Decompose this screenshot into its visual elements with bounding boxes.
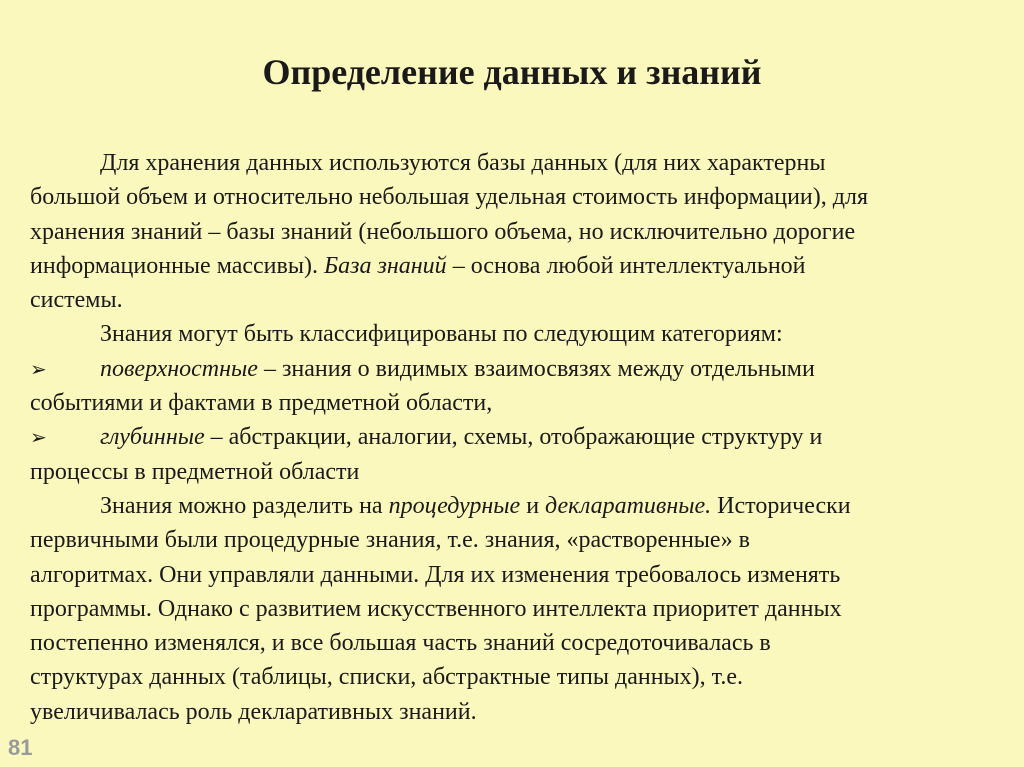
text-line: увеличивалась роль декларативных знаний. (30, 698, 477, 725)
text: Исторически (711, 492, 851, 519)
text-line: хранения знаний – базы знаний (небольшого объема, но исключительно дорогие (30, 218, 856, 245)
term-procedural: процедурные (388, 492, 521, 519)
text: Знания можно разделить на (100, 492, 389, 519)
text-line (30, 317, 1024, 351)
bullet-item (30, 420, 1024, 454)
text-line: системы. (30, 287, 123, 314)
text-line (30, 249, 1024, 283)
arrow-bullet-icon: ➢ (30, 356, 47, 381)
text: знания о видимых взаимосвязях между отдельными (281, 355, 815, 382)
text-line: структурах данных (таблицы, списки, абстрактные типы данных), т.е. (30, 664, 743, 691)
text: информационные массивы). (30, 252, 324, 279)
text: абстракции, аналогии, схемы, отображающие структуру и (228, 424, 823, 451)
text: Знания могут быть классифицированы по следующим категориям: (100, 321, 783, 348)
text-line: постепенно изменялся, и все большая часть знаний сосредоточивалась в (30, 630, 771, 657)
bullet-term: поверхностные – (100, 355, 282, 382)
bullet-term: глубинные – (100, 424, 229, 451)
text: Для хранения данных используются базы данных (для них характерны (100, 150, 826, 176)
text-line (30, 146, 1024, 180)
text: и (520, 492, 546, 519)
text-line (30, 489, 1024, 523)
text-line: первичными были процедурные знания, т.е. знания, «растворенные» в (30, 527, 750, 554)
text-line: алгоритмах. Они управляли данными. Для их изменения требовалось изменять (30, 561, 841, 588)
text-line: большой объем и относительно небольшая удельная стоимость информации), для (30, 184, 868, 211)
text: – основа любой интеллектуальной (446, 252, 806, 279)
slide-number: 81 (8, 735, 33, 760)
text-line: процессы в предметной области (30, 458, 360, 485)
term-knowledge-base: База знаний (323, 252, 447, 279)
bullet-item (30, 352, 1024, 386)
text-line: программы. Однако с развитием искусственного интеллекта приоритет данных (30, 595, 842, 622)
term-declarative: декларативные. (545, 492, 712, 519)
slide-title: Определение данных и знаний (262, 52, 762, 92)
slide-body (30, 146, 1024, 729)
text-line: событиями и фактами в предметной области, (30, 390, 493, 417)
arrow-bullet-icon: ➢ (30, 425, 47, 450)
